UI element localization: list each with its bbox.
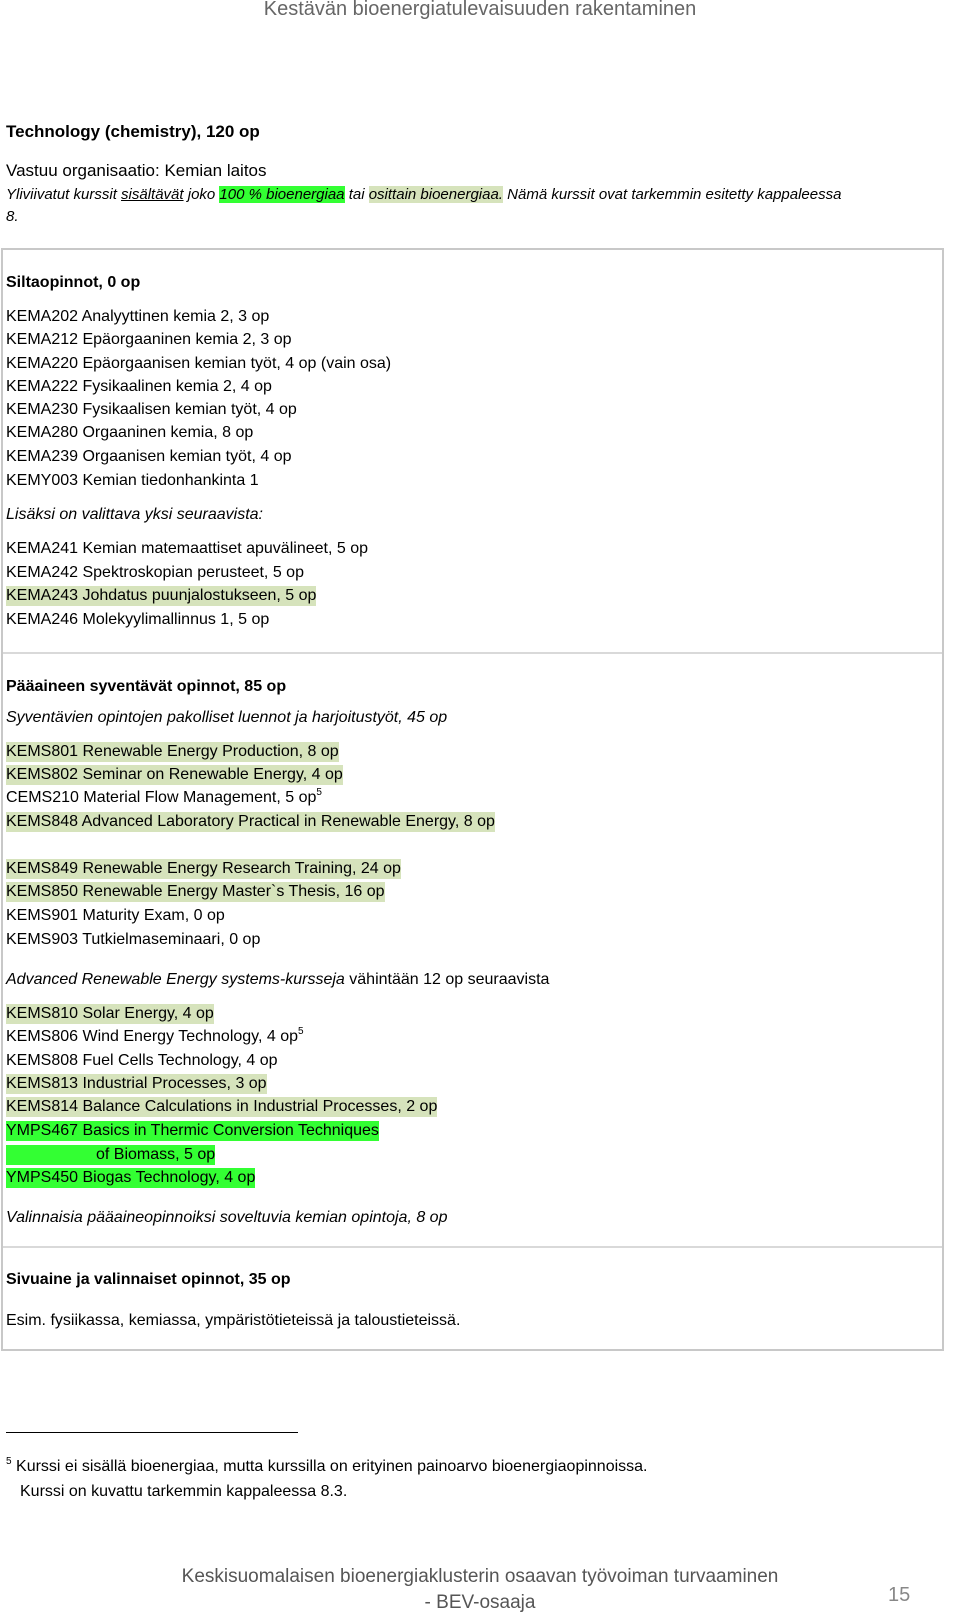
major-title: Pääaineen syventävät opinnot, 85 op [6, 678, 287, 695]
footnote-rule [6, 1432, 298, 1433]
bridging-course: KEMA230 Fysikaalisen kemian työt, 4 op [6, 401, 297, 418]
advanced-course-bioenergy: of Biomass, 5 op [6, 1145, 215, 1165]
choice-intro: Lisäksi on valittava yksi seuraavista: [6, 506, 263, 523]
advanced-intro: Advanced Renewable Energy systems-kursseja vähintään 12 op seuraavista [6, 971, 550, 988]
bridging-course: KEMA202 Analyyttinen kemia 2, 3 op [6, 308, 270, 325]
footnote-ref: 5 [316, 787, 322, 798]
advanced-course-highlighted: KEMS813 Industrial Processes, 3 op [6, 1075, 267, 1092]
choice-course-highlighted: KEMA243 Johdatus puunjalostukseen, 5 op [6, 587, 317, 604]
major-course-highlighted: KEMS850 Renewable Energy Master`s Thesis, 16 op [6, 883, 385, 900]
major-course: CEMS210 Material Flow Management, 5 $op^5$ [6, 787, 322, 806]
footnote-mark: 5 [6, 1456, 12, 1467]
bridging-course: KEMA220 Epäorgaanisen kemian työt, 4 op (vain osa) [6, 355, 392, 372]
advanced-course-bioenergy: YMPS450 Biogas Technology, 4 op [6, 1169, 256, 1186]
major-course-highlighted: KEMS848 Advanced Laboratory Practical in Renewable Energy, 8 op [6, 813, 495, 830]
choice-course: KEMA246 Molekyylimallinnus 1, 5 op [6, 611, 270, 628]
footnote: $^5$ Kurssi ei sisällä bioenergiaa, mutta kurssilla on erityinen painoarvo bioenergiaopinnoissa. [6, 1456, 648, 1475]
footnote-ref: 5 [298, 1026, 304, 1037]
table-divider-1 [3, 652, 942, 654]
major-subtitle: Syventävien opintojen pakolliset luennot ja harjoitustyöt, 45 op [6, 709, 448, 726]
bridging-course: KEMA239 Orgaanisen kemian työt, 4 op [6, 448, 292, 465]
bridging-title: Siltaopinnot, 0 op [6, 274, 141, 291]
choice-course: KEMA242 Spektroskopian perusteet, 5 op [6, 564, 304, 581]
bridging-course: KEMA222 Fysikaalinen kemia 2, 4 op [6, 378, 272, 395]
advanced-course-bioenergy: YMPS467 Basics in Thermic Conversion Techniques [6, 1122, 379, 1139]
major-course-highlighted: KEMS801 Renewable Energy Production, 8 op [6, 743, 339, 760]
minor-title: Sivuaine ja valinnaiset opinnot, 35 op [6, 1271, 291, 1288]
advanced-course: KEMS806 Wind Energy Technology, 4 $op^5$ [6, 1026, 304, 1045]
footnote-line-2: Kurssi on kuvattu tarkemmin kappaleessa 8.3. [20, 1483, 348, 1500]
advanced-course: KEMS808 Fuel Cells Technology, 4 op [6, 1052, 278, 1069]
major-course-highlighted: KEMS849 Renewable Energy Research Training, 24 op [6, 860, 401, 877]
table-divider-2 [3, 1246, 942, 1248]
major-course-highlighted: KEMS802 Seminar on Renewable Energy, 4 op [6, 766, 343, 783]
footer-line-1: Keskisuomalaisen bioenergiaklusterin osaavan työvoiman turvaaminen [181, 1566, 779, 1587]
program-title: Technology (chemistry), 120 op [6, 122, 260, 141]
bridging-course: KEMA280 Orgaaninen kemia, 8 op [6, 424, 254, 441]
major-course: KEMS903 Tutkielmaseminaari, 0 op [6, 931, 261, 948]
note-highlight-full: 100 % bioenergiaa [219, 186, 345, 203]
footer-line-2: - BEV-osaaja [424, 1592, 536, 1613]
note-underlined: sisältävät [121, 186, 184, 203]
bridging-course: KEMY003 Kemian tiedonhankinta 1 [6, 472, 259, 489]
page-number: 15 [888, 1584, 911, 1606]
advanced-course-highlighted: KEMS814 Balance Calculations in Industrial Processes, 2 op [6, 1098, 438, 1115]
elective-note: Valinnaisia pääaineopinnoiksi soveltuvia kemian opintoja, 8 op [6, 1209, 448, 1226]
running-header: Kestävän bioenergiatulevaisuuden rakentaminen [263, 0, 697, 20]
responsible-org: Vastuu organisaatio: Kemian laitos [6, 161, 267, 180]
major-course: KEMS901 Maturity Exam, 0 op [6, 907, 225, 924]
advanced-course-highlighted: KEMS810 Solar Energy, 4 op [6, 1005, 214, 1022]
note-highlight-partial: osittain bioenergiaa. [368, 186, 503, 203]
bridging-course: KEMA212 Epäorgaaninen kemia 2, 3 op [6, 331, 292, 348]
legend-note: Yliviivatut kurssit sisältävät joko 100 % bioenergiaa tai osittain bioenergiaa. Nämä kurssit ovat tarkemmin esitetty kappaleessa [6, 186, 842, 203]
minor-text: Esim. fysiikassa, kemiassa, ympäristötieteissä ja taloustieteissä. [6, 1312, 461, 1329]
legend-note-end: 8. [6, 208, 19, 225]
choice-course: KEMA241 Kemian matemaattiset apuvälineet, 5 op [6, 540, 368, 557]
